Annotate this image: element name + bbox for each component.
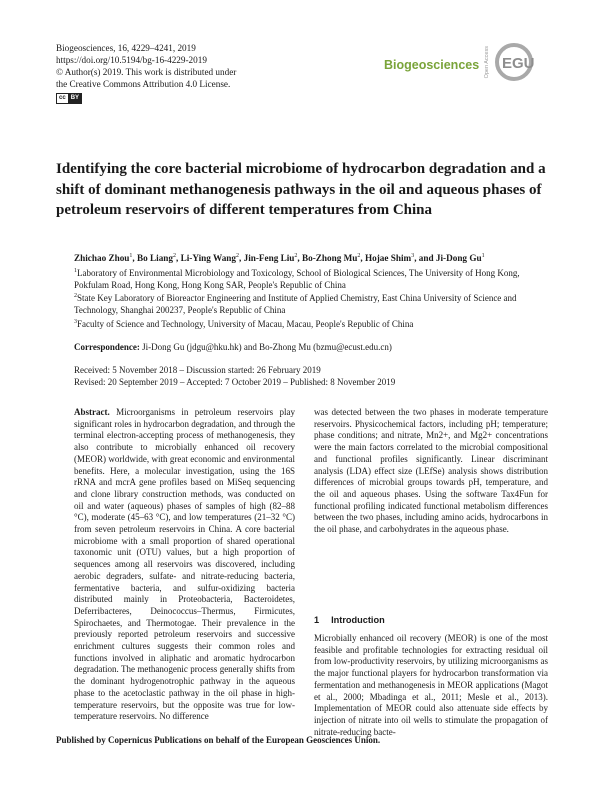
- author: Hojae Shim: [364, 253, 412, 264]
- dates-line-2: Revised: 20 September 2019 – Accepted: 7 October 2019 – Published: 8 November 2019: [74, 377, 396, 387]
- author: Jin-Feng Liu: [243, 253, 295, 264]
- citation: Biogeosciences, 16, 4229–4241, 2019: [56, 43, 196, 53]
- abstract-label: Abstract.: [74, 407, 110, 417]
- copyright-line-1: © Author(s) 2019. This work is distributed under: [56, 67, 237, 77]
- open-access-label: Open Access: [484, 46, 490, 79]
- dates-line-1: Received: 5 November 2018 – Discussion started: 26 February 2019: [74, 365, 321, 375]
- journal-name: Biogeosciences: [384, 58, 480, 72]
- egu-logo-text: EGU: [502, 55, 535, 72]
- correspondence-label: Correspondence:: [74, 342, 140, 352]
- paper-title: Identifying the core bacterial microbiome of hydrocarbon degradation and a shift of dominant methanogenesis pathways in the oil and aqueous phases of petroleum reservoirs of different temperatures from China: [56, 161, 546, 218]
- abstract-left-column: [74, 407, 295, 723]
- author: Li-Ying Wang: [180, 253, 236, 264]
- author: Bo Liang: [137, 253, 173, 264]
- citation-block: [56, 42, 326, 104]
- affiliation-list: [74, 266, 554, 331]
- author-list: Zhichao Zhou$^1$, Bo Liang$^2$, Li-Ying Wang$^2$, Jin-Feng Liu$^2$, Bo-Zhong Mu$^2$, Hojae Shim$^3$, and Ji-Dong Gu$^1$: [74, 253, 485, 264]
- introduction-text: Microbially enhanced oil recovery (MEOR) is one of the most feasible and profitable technologies for extracting residual oil from low-productivity reservoirs, by utilizing microorganisms as the major functional players for hydrocarbon transformation via fermentation and methanogenesis in MEOR applications (Magot et al., 2000; Mbadinga et al., 2011; Mesle et al., 2013). Implementation of MEOR could also attenuate side effects by injection of nitrate into oil wells to stimulate the propagation of nitrate-reducing bacte-: [314, 633, 548, 737]
- affiliation: $^3$Faculty of Science and Technology, University of Macau, Macau, People's Republic of China: [74, 318, 414, 329]
- author: Bo-Zhong Mu: [301, 253, 358, 264]
- section-title: Introduction: [331, 615, 385, 625]
- affiliation: $^2$State Key Laboratory of Bioreactor Engineering and Institute of Applied Chemistry, East China University of Science and Technology, Shanghai 200237, People's Republic of China: [74, 293, 517, 316]
- abstract-text: Microorganisms in petroleum reservoirs play significant roles in hydrocarbon degradation, and through the terminal electron-accepting process of methanogenesis, they also contribute to microbially enhanced oil recovery (MEOR) worldwide, with great economic and environmental benefits. Here, a molecular investigation, using the 16S rRNA and mcrA gene profiles based on MiSeq sequencing and clone library construction methods, was conducted on oil and water (aqueous) phases of samples of high (82–88 °C), moderate (45–63 °C), and low temperatures (21–32 °C) from seven petroleum reservoirs in China. A core bacterial microbiome with a small proportion of shared operational taxonomic unit (OTU) values, but a high proportion of sequences among all reservoirs was discovered, including aerobic degraders, sulfate- and nitrate-reducing bacteria, fermentative bacteria, and sulfur-oxidizing bacteria distributed mainly in Proteobacteria, Bacteroidetes, Deferribacteres, Deinococcus–Thermus, Firmicutes, Spirochaetes, and Thermotogae. Their prevalence in the previously reported petroleum reservoirs and successive enrichment cultures suggests their common roles and functions involved in aliphatic and aromatic hydrocarbon degradation. The methanogenic process generally shifts from the dominant hydrogenotrophic pathway in the aqueous phase to the acetoclastic pathway in the oil phase in high-temperature reservoirs, but the opposite was true for low-temperature reservoirs. No difference: [74, 407, 295, 722]
- affiliation: $^1$Laboratory of Environmental Microbiology and Toxicology, School of Biological Sciences, The University of Hong Kong, Pokfulam Road, Hong Kong, Hong Kong SAR, People's Republic of China: [74, 268, 520, 290]
- correspondence-text[interactable]: Ji-Dong Gu (jdgu@hku.hk) and Bo-Zhong Mu (bzmu@ecust.edu.cn): [142, 342, 392, 352]
- section-number: 1: [314, 615, 320, 625]
- author: Zhichao Zhou: [74, 253, 130, 264]
- copyright-line-2: the Creative Commons Attribution 4.0 License.: [56, 79, 231, 89]
- doi-link[interactable]: https://doi.org/10.5194/bg-16-4229-2019: [56, 55, 207, 65]
- section-heading-introduction: [314, 615, 385, 625]
- author: and Ji-Dong Gu: [418, 253, 482, 264]
- abstract-right-column: was detected between the two phases in moderate temperature reservoirs. Physicochemical factors, including pH; temperature; phase conditions; and nitrate, Mn2+, and Mg2+ concentrations were the main factors correlated to the microbial compositional and functional profiles significantly. Linear discriminant analysis (LDA) effect size (LEfSe) analysis shows distribution differences of microbial groups towards pH, temperature, and the oil and aqueous phases. Using the software Tax4Fun for functional profiling indicated functional metabolism differences between the two phases, including amino acids, hydrocarbons in the oil phase, and carbohydrates in the aqueous phase.: [314, 407, 548, 535]
- cc-icon: cc: [57, 94, 69, 103]
- publisher-footer: Published by Copernicus Publications on behalf of the European Geosciences Union.: [56, 735, 381, 745]
- egu-logo-icon: [494, 42, 538, 82]
- publication-dates: [74, 364, 554, 388]
- journal-brand: [374, 40, 554, 92]
- correspondence: [74, 342, 554, 352]
- by-icon: BY: [70, 95, 80, 101]
- cc-license-badge[interactable]: [56, 93, 82, 104]
